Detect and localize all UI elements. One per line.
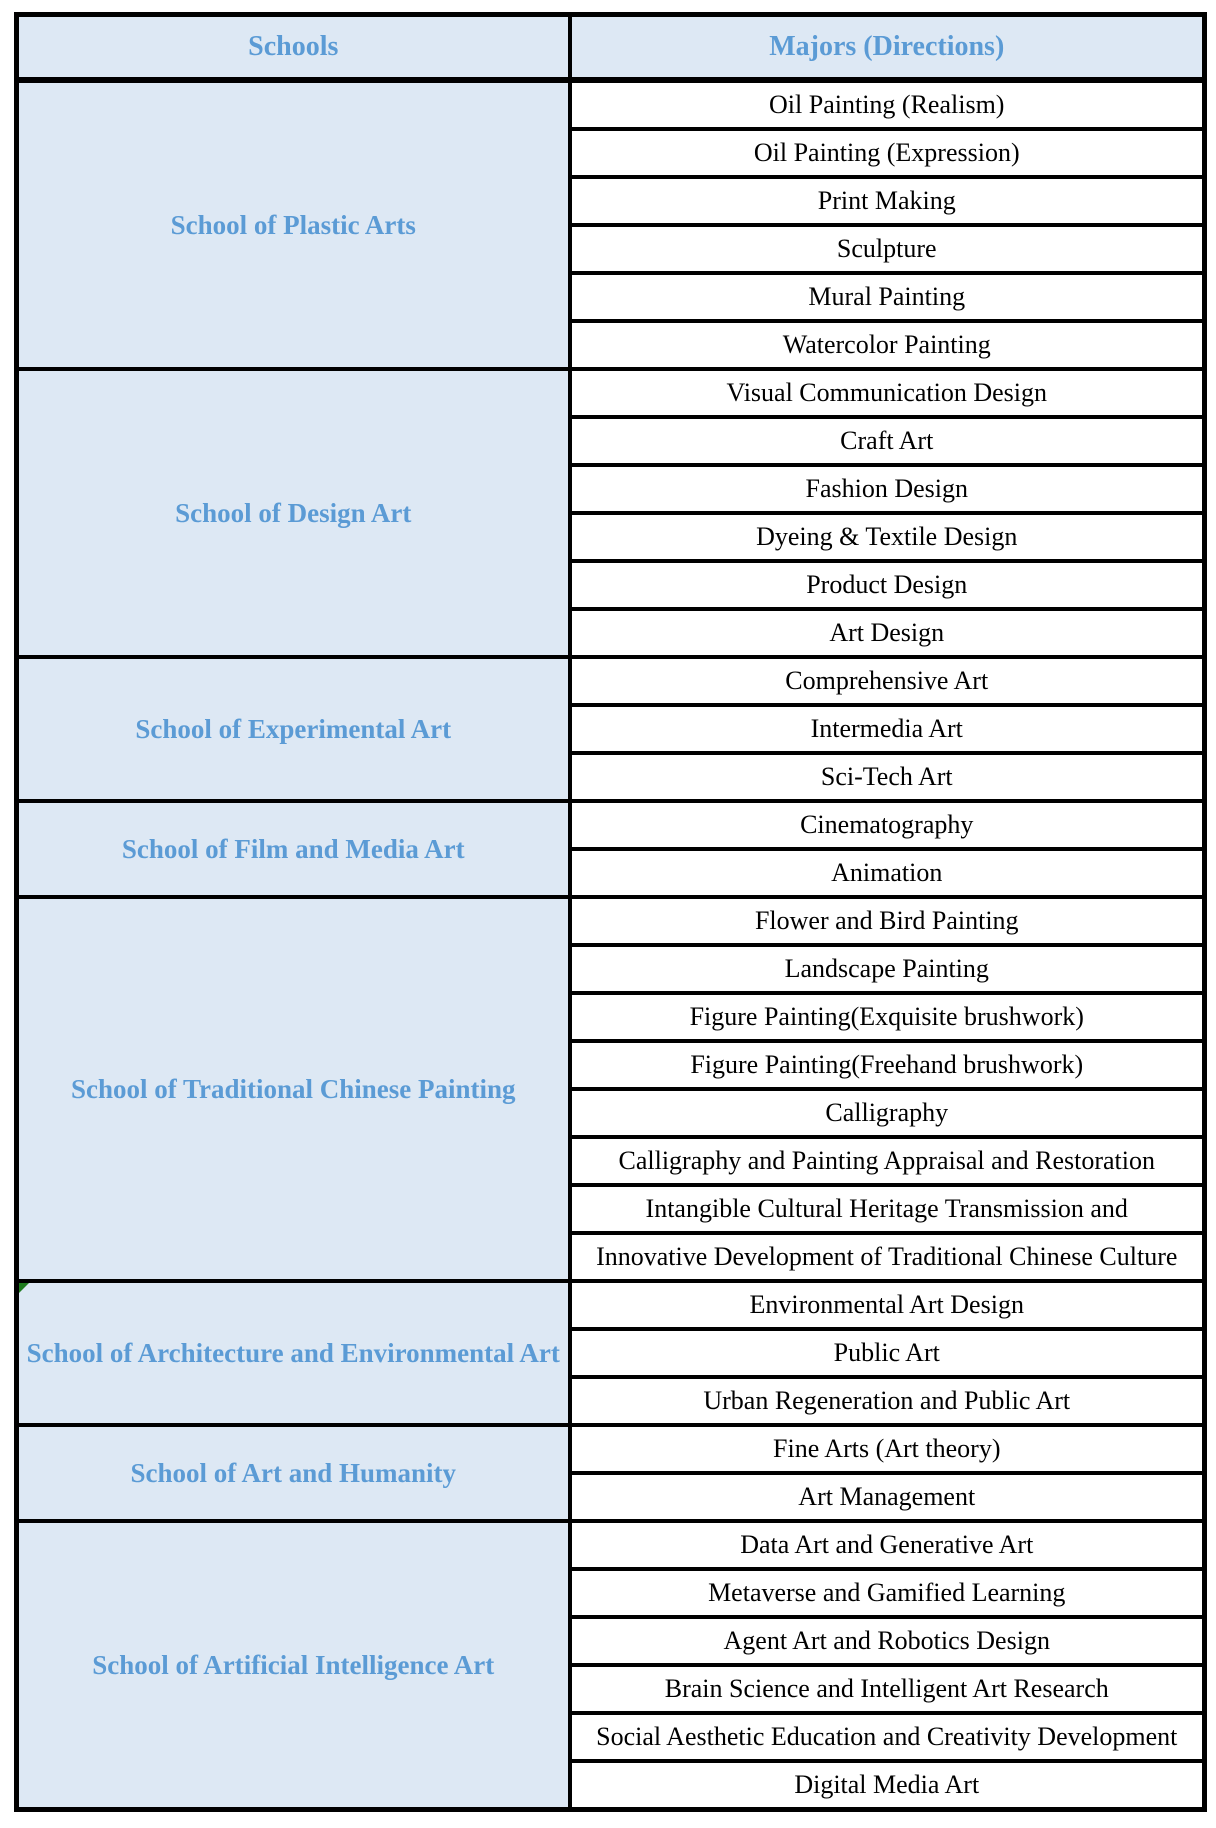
major-cell: Flower and Bird Painting bbox=[570, 897, 1205, 945]
major-cell: Visual Communication Design bbox=[570, 369, 1205, 417]
major-cell: Comprehensive Art bbox=[570, 657, 1205, 705]
error-indicator-triangle bbox=[19, 1283, 29, 1293]
major-cell: Landscape Painting bbox=[570, 945, 1205, 993]
major-cell: Art Design bbox=[570, 609, 1205, 657]
header-row bbox=[17, 15, 1205, 81]
table-row bbox=[17, 1281, 1205, 1329]
major-cell: Brain Science and Intelligent Art Research bbox=[570, 1665, 1205, 1713]
major-cell: Sculpture bbox=[570, 225, 1205, 273]
school-cell-traditional-chinese-painting: School of Traditional Chinese Painting bbox=[17, 897, 570, 1281]
school-cell-art-humanity: School of Art and Humanity bbox=[17, 1425, 570, 1521]
school-cell-film-media-art: School of Film and Media Art bbox=[17, 801, 570, 897]
major-cell: Oil Painting (Realism) bbox=[570, 80, 1205, 129]
major-cell: Calligraphy and Painting Appraisal and Restoration bbox=[570, 1137, 1205, 1185]
major-cell: Urban Regeneration and Public Art bbox=[570, 1377, 1205, 1425]
major-cell: Oil Painting (Expression) bbox=[570, 129, 1205, 177]
column-header-schools: Schools bbox=[17, 15, 570, 81]
school-cell-architecture-environmental-art bbox=[17, 1281, 570, 1425]
column-header-majors: Majors (Directions) bbox=[570, 15, 1205, 81]
schools-majors-table bbox=[14, 12, 1207, 1812]
major-cell: Art Management bbox=[570, 1473, 1205, 1521]
table-row bbox=[17, 1425, 1205, 1473]
major-cell: Fine Arts (Art theory) bbox=[570, 1425, 1205, 1473]
major-cell: Social Aesthetic Education and Creativity Development bbox=[570, 1713, 1205, 1761]
school-cell-plastic-arts: School of Plastic Arts bbox=[17, 80, 570, 369]
table-row bbox=[17, 80, 1205, 129]
table-row bbox=[17, 369, 1205, 417]
school-name: School of Architecture and Environmental Art bbox=[26, 1337, 560, 1368]
major-cell: Agent Art and Robotics Design bbox=[570, 1617, 1205, 1665]
major-cell: Innovative Development of Traditional Chinese Culture bbox=[570, 1233, 1205, 1281]
major-cell: Product Design bbox=[570, 561, 1205, 609]
major-cell: Print Making bbox=[570, 177, 1205, 225]
school-cell-experimental-art: School of Experimental Art bbox=[17, 657, 570, 801]
school-cell-design-art: School of Design Art bbox=[17, 369, 570, 657]
major-cell: Craft Art bbox=[570, 417, 1205, 465]
major-cell: Figure Painting(Freehand brushwork) bbox=[570, 1041, 1205, 1089]
major-cell: Animation bbox=[570, 849, 1205, 897]
major-cell: Sci-Tech Art bbox=[570, 753, 1205, 801]
table-row bbox=[17, 801, 1205, 849]
table-row bbox=[17, 657, 1205, 705]
major-cell: Metaverse and Gamified Learning bbox=[570, 1569, 1205, 1617]
major-cell: Figure Painting(Exquisite brushwork) bbox=[570, 993, 1205, 1041]
major-cell: Intangible Cultural Heritage Transmission and bbox=[570, 1185, 1205, 1233]
major-cell: Data Art and Generative Art bbox=[570, 1521, 1205, 1569]
major-cell: Cinematography bbox=[570, 801, 1205, 849]
major-cell: Environmental Art Design bbox=[570, 1281, 1205, 1329]
major-cell: Digital Media Art bbox=[570, 1761, 1205, 1810]
major-cell: Fashion Design bbox=[570, 465, 1205, 513]
table-row bbox=[17, 1521, 1205, 1569]
school-cell-artificial-intelligence-art: School of Artificial Intelligence Art bbox=[17, 1521, 570, 1810]
major-cell: Calligraphy bbox=[570, 1089, 1205, 1137]
major-cell: Mural Painting bbox=[570, 273, 1205, 321]
major-cell: Dyeing & Textile Design bbox=[570, 513, 1205, 561]
table-row bbox=[17, 897, 1205, 945]
major-cell: Watercolor Painting bbox=[570, 321, 1205, 369]
major-cell: Intermedia Art bbox=[570, 705, 1205, 753]
major-cell: Public Art bbox=[570, 1329, 1205, 1377]
